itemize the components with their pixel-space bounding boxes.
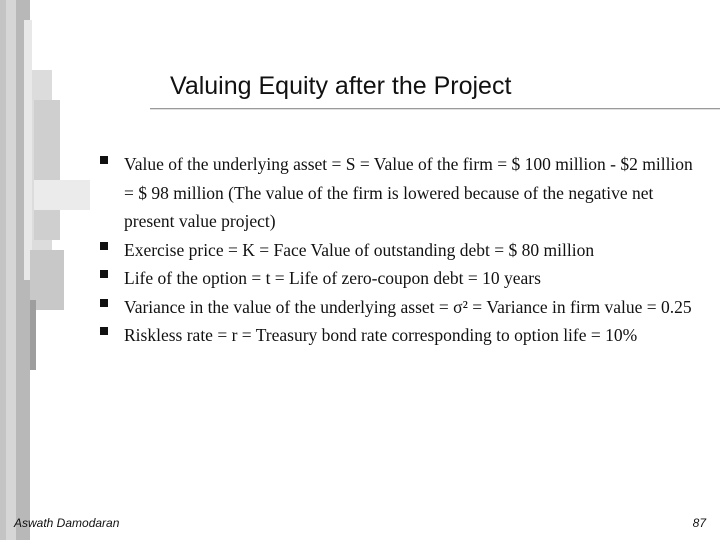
square-bullet-icon bbox=[100, 299, 108, 307]
square-bullet-icon bbox=[100, 327, 108, 335]
decorative-bar bbox=[30, 300, 36, 370]
bullet-item bbox=[100, 236, 700, 265]
bullet-text: Life of the option = t = Life of zero-coupon debt = 10 years bbox=[124, 268, 541, 288]
slide-title: Valuing Equity after the Project bbox=[170, 72, 512, 100]
bullet-item bbox=[100, 293, 700, 322]
decorative-bar bbox=[34, 180, 90, 210]
bullet-text: Variance in the value of the underlying asset = σ² = Variance in firm value = 0.25 bbox=[124, 296, 692, 317]
title-divider-shadow bbox=[150, 109, 720, 110]
bullet-item bbox=[100, 321, 700, 350]
footer-author: Aswath Damodaran bbox=[14, 516, 120, 530]
bullet-text: Riskless rate = r = Treasury bond rate corresponding to option life = 10% bbox=[124, 325, 638, 345]
square-bullet-icon bbox=[100, 242, 108, 250]
decorative-bar bbox=[6, 0, 16, 540]
bullet-text: Value of the underlying asset = S = Value of the firm = $ 100 million - $2 million = $ 98 million (The value of the firm is lowered because of the negative net present value project) bbox=[124, 154, 693, 231]
bullet-text: Exercise price = K = Face Value of outstanding debt = $ 80 million bbox=[124, 239, 595, 260]
bullet-item bbox=[100, 264, 700, 293]
page-number: 87 bbox=[692, 516, 706, 530]
decorative-bar bbox=[24, 20, 32, 280]
square-bullet-icon bbox=[100, 156, 108, 164]
bullet-list bbox=[100, 150, 700, 350]
bullet-item bbox=[100, 150, 700, 236]
square-bullet-icon bbox=[100, 270, 108, 278]
decorative-bar bbox=[34, 100, 60, 240]
